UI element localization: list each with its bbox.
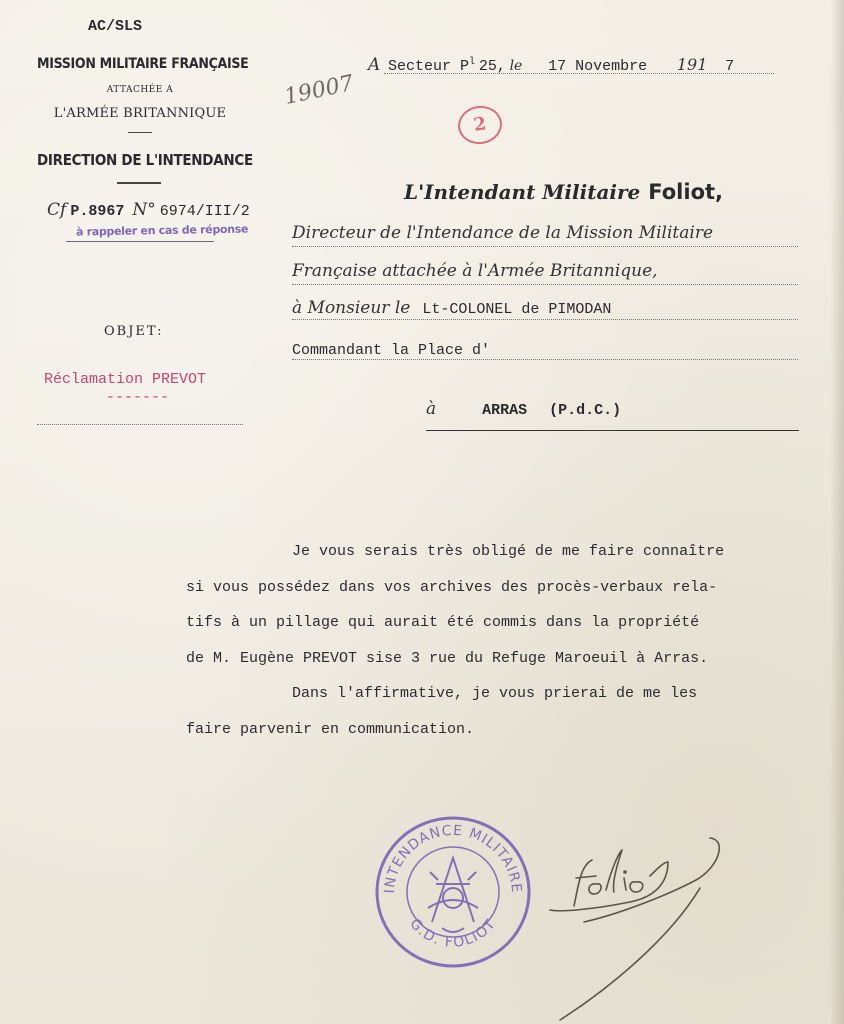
ref-stamp-underline <box>66 241 214 242</box>
date-le: le <box>509 58 523 74</box>
sender-role-line2: Française attachée à l'Armée Britannique, <box>292 261 658 281</box>
body-line-5: Dans l'affirmative, je vous prierai de me les <box>292 685 698 702</box>
city-prefix: à <box>426 399 437 419</box>
role-line2-rule <box>292 284 798 285</box>
reference-line <box>47 200 250 220</box>
sender-name: Foliot, <box>648 180 724 204</box>
place-prefix: A <box>368 55 381 75</box>
sector-number: 25, <box>478 58 506 75</box>
ref-prefix: Cf <box>47 200 67 220</box>
org-divider <box>128 132 152 133</box>
sender-title-line <box>404 180 723 204</box>
recipient-rule <box>292 319 798 320</box>
direction-title: DIRECTION DE L'INTENDANCE <box>37 151 253 169</box>
year-digit: 7 <box>725 58 735 75</box>
role-line1-rule <box>292 246 798 247</box>
place-date-line <box>368 55 734 75</box>
recipient-line <box>292 298 611 318</box>
city-region: (P.d.C.) <box>549 402 622 419</box>
body-line-4: de M. Eugène PREVOT sise 3 rue du Refuge Maroeuil à Arras. <box>186 650 709 667</box>
object-subject: Réclamation PREVOT <box>44 371 207 388</box>
object-dotted-rule <box>37 424 243 425</box>
object-label: OBJET: <box>104 324 164 339</box>
city-rule <box>426 430 799 431</box>
stamp-top-text: INTENDANCE MILITAIRE <box>381 822 525 895</box>
ref-code: P.8967 <box>70 203 125 220</box>
signature <box>500 828 740 1024</box>
direction-divider <box>117 182 161 184</box>
body-line-1: Je vous serais très obligé de me faire connaître <box>292 543 725 560</box>
ref-stamp-note: à rappeler en cas de réponse <box>75 222 249 239</box>
letter-date: 17 Novembre <box>548 58 648 75</box>
city-name: ARRAS <box>482 402 528 419</box>
body-line-2: si vous possédez dans vos archives des procès-verbaux rela- <box>186 579 718 596</box>
recipient-city-line <box>426 399 621 419</box>
ref-number: 6974/III/2 <box>159 203 250 220</box>
stamp-bottom-text: G.D. FOLIOT <box>406 915 500 951</box>
sector-label: Secteur P <box>388 58 470 75</box>
body-line-3: tifs à un pillage qui aurait été commis dans la propriété <box>186 614 700 631</box>
handwritten-number: 19007 <box>282 70 356 111</box>
circled-number: 2 <box>456 103 505 147</box>
org-name: MISSION MILITAIRE FRANÇAISE <box>37 56 249 72</box>
place-date-dotted-rule <box>384 73 774 74</box>
sector-sup: l <box>469 57 476 68</box>
body-line-6: faire parvenir en communication. <box>186 721 475 738</box>
sender-title: L'Intendant Militaire <box>404 180 641 204</box>
org-army: L'ARMÉE BRITANNIQUE <box>53 106 227 121</box>
ref-no-label: N° <box>132 200 156 220</box>
year-printed: 191 <box>676 55 708 74</box>
object-subject-underline: ------- <box>106 389 170 406</box>
sender-role-line1: Directeur de l'Intendance de la Mission Militaire <box>292 223 714 243</box>
recipient-name: Lt-COLONEL de PIMODAN <box>422 301 612 318</box>
ref-top: AC/SLS <box>88 18 143 35</box>
recipient-command: Commandant la Place d' <box>292 342 491 359</box>
recipient-command-rule <box>292 359 798 360</box>
recipient-prefix: à Monsieur le <box>292 298 411 318</box>
org-attached: ATTACHÉE A <box>106 85 174 95</box>
